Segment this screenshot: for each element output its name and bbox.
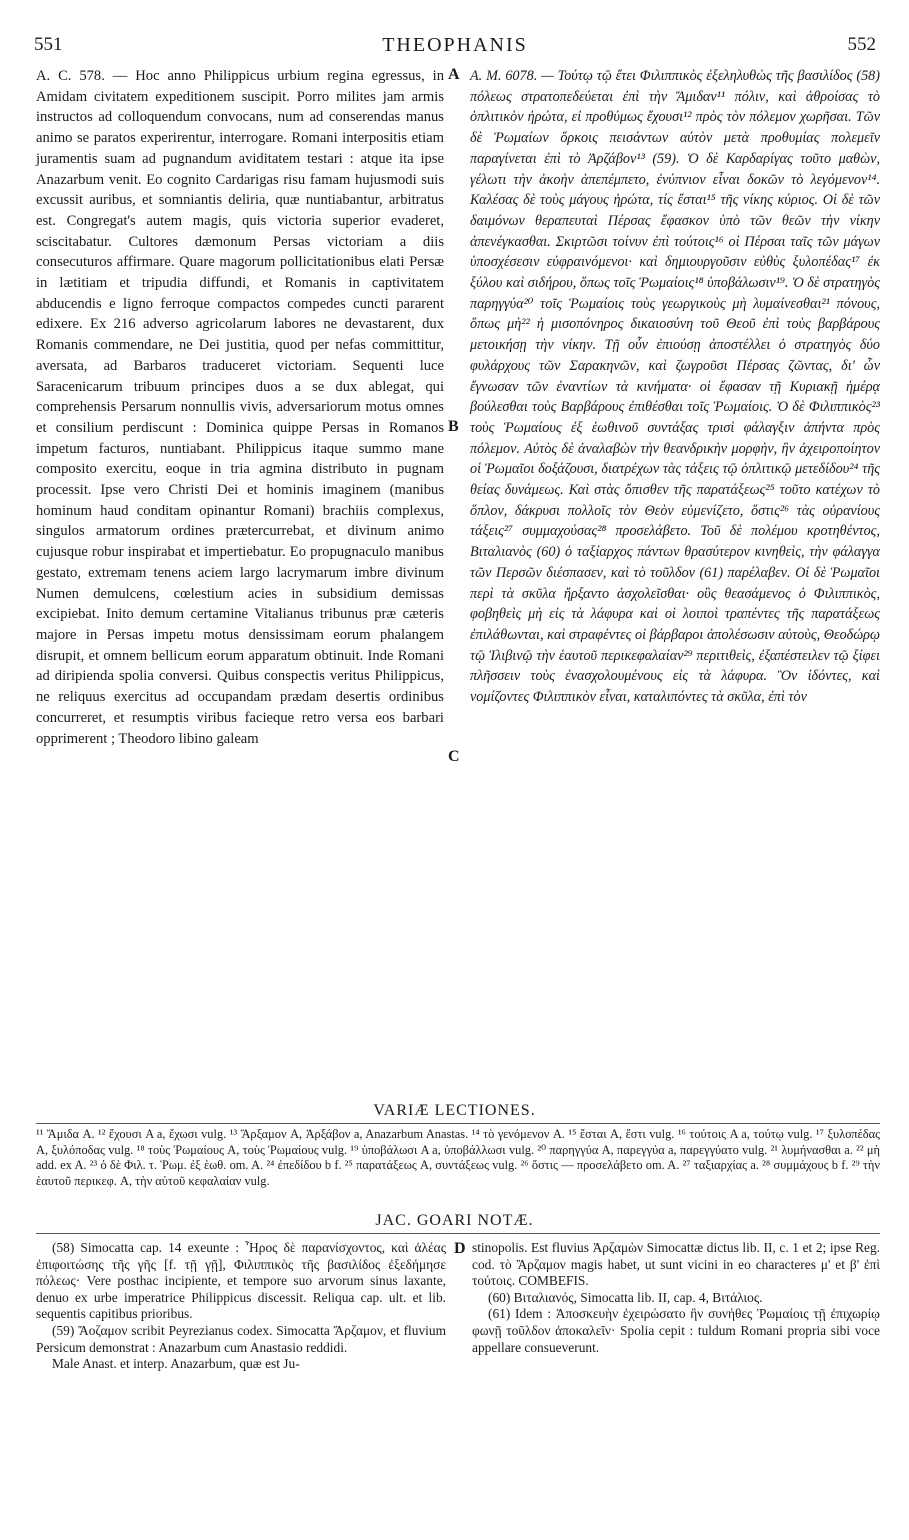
note-59-continued: Male Anast. et interp. Anazarbum, quæ est Ju- (52, 1356, 300, 1372)
latin-translation-column (36, 66, 444, 749)
latin-text: A. C. 578. — Hoc anno Philippicus urbium regina egressus, in Amidam civitatem expeditionem suscipit. Porro milites jam armis instructos ad colloquendum convocans, num ad conserendas manus animo se paratos experirentur, interrogare. Romani interpositis etiam juramentis suam ad pugnandum aviditatem testari : atque ita ipse Anazarbum venit. Eo cognito Cardarigas risu famam hujusmodi suis excussit auribus, et somniantis deliria, quæ nuntiabantur, arbitratus est. Congregat's autem magis, quis victoria superior evaderet, sciscitabatur. Cultores dæmonum Persas victoriam a diis consecuturos affirmare. Quare magorum pollicitationibus elati Persæ in lætitiam et tripudia diffundi, et Romanis in captivitatem abducendis e ligno ferroque compactos compedes cuncti pararent edixere. Ex 216 adverso agricolarum labores ne devastarent, dux Romanis commendare, ne Dei justitia, quod per nefas committitur, aversata, ad Barbaros traduceret victoriam. Sequenti luce Saracenicarum tribuum principes duos a se dux ablegat, qui comprehensis Persarum nonnullis vivis, adversariorum motus omnes et consilium perdiscunt : Dominica quippe Persas in Romanos impetum facturos, nuntiabant. Philippicus itaque summo mane composito exercitu, eoque in tria agmina distributo in pugnam processit. Ipse vero Christi Dei et hominis imaginem (manibus hominum haud conditam opinantur Romani) brachiis complexus, singulos armatorum ordines prætercurrebat, et divinum animo cujusque robur inspirabat et impertiebatur. Eo propugnaculo manibus gestato, extremam tenens aciem largo lacrymarum imbre divinum Numen demulcens, cœlestium acies in subsidium demissas excipiebat. Inito demum certamine Vitalianus tribunus præ cæteris majore in Persas impetu motus densissimam eorum phalangem disrupit, et omnem bellicum eorum apparatum obtinuit. Inde Romani ad diripienda spolia conversi. Quibus conspectis veritus Philippicus, ne reliquus exercitus ad occupandam prædam desertis ordinibus concurreret, et resumptis viribus facieque retro versa eos barbari opprimerent ; Theodoro libino galeam (36, 68, 444, 747)
left-page-number: 551 (34, 34, 63, 55)
note-58: (58) Simocatta cap. 14 exeunte : Ἦρος δὲ παρανίσχοντος, καὶ ἀλέας ἐπιφοιτώσης τῆς γῆς [f. τῇ γῇ], Φιλιππικὸς τῆς βασιλίδος ἐξεδήμησε πόλεως· Vere posthac incipiente, et tempore suo arvorum sinus laxante, denuo ex urbe imperatrice Philippicus discessit. Reliqua cap. ult. et lib. sequentis capitibus prioribus. (36, 1240, 446, 1322)
note-59: (59) Ἄοζαμον scribit Peyrezianus codex. Simocatta Ἄρζαμον, et fluvium Persicum demonstrat : Anazarbum cum Anastasio reddidi. (36, 1322, 446, 1355)
divider-rule (36, 1233, 880, 1234)
divider-rule (36, 1123, 880, 1124)
note-60: (60) Βιταλιανός, Simocatta lib. II, cap. 4, Βιτάλιος. (488, 1289, 763, 1305)
margin-marker-a: A (448, 66, 460, 83)
margin-marker-d: D (454, 1240, 466, 1257)
goar-notes-heading: JAC. GOARI NOTÆ. (375, 1212, 534, 1229)
page-header (34, 34, 876, 60)
margin-marker-b: B (448, 418, 459, 435)
right-page-number: 552 (847, 34, 876, 55)
variae-lectiones-block (36, 1127, 880, 1189)
note-61: (61) Idem : Ἀποσκευὴν ἐχειρώσατο ἣν συνήθες Ῥωμαίοις τῇ ἐπιχωρίῳ φωνῇ τοῦλδον ἀποκαλεῖν· Spolia cepit : tuldum Romani propria sibi voce appellare consueverunt. (472, 1306, 880, 1355)
variae-lectiones-heading: VARIÆ LECTIONES. (373, 1102, 536, 1119)
margin-marker-c: C (448, 748, 460, 765)
note-59-continuation: stinopolis. Est fluvius Ἀρζαμὼν Simocattæ dictus lib. II, c. 1 et 2; ipse Reg. cod. τὸ Ἄρζαμον magis habet, ut sunt vicini in eo characteres μ' et β' ἐπὶ τούτοις. COMBEFIS. (472, 1240, 880, 1289)
variant-readings: ¹¹ Ἄμιδα A. ¹² ἔχουσι A a, ἔχωσι vulg. ¹³ Ἄρξαμον A, Ἀρξάβον a, Anazarbum Anastas. ¹⁴ τὸ γενόμενον A. ¹⁵ ἔσται A, ἔστι vulg. ¹⁶ τούτοις A a, τούτῳ vulg. ¹⁷ ξυλοπέδας A, ξυλόποδας vulg. ¹⁸ τοὺς Ῥωμαίους A, τοὺς Ῥωμαίους vulg. ¹⁹ ὑποβάλωσι A a, ὑποβάλλωσι vulg. ²⁰ παρηγγύα A, παρεγγύα a, παρεγγύατο vulg. ²¹ λυμήνασθαι a. ²² μὴ add. ex A. ²³ ὁ δὲ Φιλ. τ. Ῥωμ. ἐξ ἑωθ. om. A. ²⁴ ἐπεδίδου b f. ²⁵ παρατάξεως A, συντάξεως vulg. ²⁶ ὅστις — προσελάβετο om. A. ²⁷ ταξιαρχίας a. ²⁸ συμμάχους b f. ²⁹ τὴν ἑαυτοῦ περικεφ. A, τὴν αὐτοῦ κεφαλαίαν vulg. (36, 1127, 880, 1188)
greek-text: A. M. 6078. — Τούτῳ τῷ ἔτει Φιλιππικὸς ἐξεληλυθὼς τῆς βασιλίδος (58) πόλεως στρατοπεδεύεται ἐπὶ τὴν Ἄμιδαν¹¹ πόλιν, καὶ ἀθροίσας τὸ ὁπλιτικὸν ἠρώτα, εἰ προθύμως ἔχουσι¹² πρὸς τὸν πόλεμον χωρῆσαι. Τῶν δὲ Ῥωμαίων ὅρκοις πεισάντων αὐτὸν μετὰ προθυμίας πολεμεῖν παραγίνεται ἐπὶ τὸ Ἀρζάβον¹³ (59). Ὁ δὲ Καρδαρίγας τοῦτο μαθὼν, γέλωτι τὴν ἀκοὴν ἀπεπέμπετο, ἐνύπνιον εἶναι δοκῶν τὸ λεγόμενον¹⁴. Καλέσας δὲ τοὺς μάγους ἠρώτα, τίς ἔσται¹⁵ τῆς νίκης κύριος. Οἱ δὲ τῶν δαιμόνων θεραπευταὶ Πέρσας ἔφασκον ὑπὸ τῶν θεῶν τὴν νίκην ἀπενέγκασθαι. Σκιρτῶσι τοίνυν ἐπὶ τούτοις¹⁶ οἱ Πέρσαι ταῖς τῶν μάγων ὑποσχέσεσιν εὐφραινόμενοι· καὶ δημιουργοῦσιν εὐθὺς ξυλοπέδας¹⁷ ἐκ ξύλου καὶ σιδήρου, ὅπως τοῖς Ῥωμαίοις¹⁸ ὑποβάλωσιν¹⁹. Ὁ δὲ στρατηγὸς παρηγγύα²⁰ τοῖς Ῥωμαίοις τοὺς γεωργικοὺς μὴ λυμαίνεσθαι²¹ πόνους, ὅπως μὴ²² ἡ μισοπόνηρος δικαιοσύνη τοῦ Θεοῦ ἐπὶ τοὺς βαρβάρους μετοικήσῃ τὴν νίκην. Τῇ οὖν ἐπιούσῃ ἀποστέλλει ὁ στρατηγὸς δύο φυλάρχους τῶν Σαρακηνῶν, καὶ ζωγροῦσι Πέρσας ζῶντας, δι' ὧν ἔγνωσαν τῶν ἐναντίων τὰ κινήματα· οἱ ἔφασαν τῇ Κυριακῇ ἡμέρᾳ βούλεσθαι τοὺς Βαρβάρους ἐπιθέσθαι τοῖς Ῥωμαίοις. Ὁ δὲ Φιλιππικὸς²³ τοὺς Ῥωμαίους ἐξ ἑωθινοῦ συντάξας τρισὶ φάλαγξιν ἀπήντα πρὸς πόλεμον. Αὐτὸς δὲ ἀναλαβὼν τὴν θεανδρικὴν μορφὴν, ἣν ἀχειροποίητον οἱ Ῥωμαῖοι δοξάζουσι, διατρέχων τὰς τάξεις τῷ ὁπλιτικῷ μετεδίδου²⁴ τῆς θείας δυνάμεως. Καὶ στὰς ὄπισθεν τῆς παρατάξεως²⁵ τοῦτο κατέχων τὸ ὅπλον, δάκρυσι πολλοῖς τὸν Θεὸν εὐμενίζετο, ὅστις²⁶ τὰς οὐρανίους τάξεις²⁷ συμμαχούσας²⁸ προσελάβετο. Τοῦ δὲ πολέμου κροτηθέντος, Βιταλιανὸς (60) ὁ ταξίαρχος πάντων θρασύτερον κινηθεὶς, τὴν φάλαγγα τῶν Περσῶν διέσπασεν, καὶ τὸ τοῦλδον (61) παρέλαβεν. Οἱ δὲ Ῥωμαῖοι περὶ τὰ σκῦλα ἤρξαντο ἀσχολεῖσθαι· οὓς θεασάμενος ὁ Φιλιππικὸς, φοβηθεὶς μὴ εἰς τὰ λάφυρα καὶ οἱ λοιποὶ τραπέντες τῆς παρατάξεως ἐπιλάθωνται, καὶ στραφέντες οἱ βάρβαροι ἀπολέσωσιν αὐτοὺς, Θεοδώρῳ τῷ Ἰλιβινῷ τὴν ἑαυτοῦ περικεφαλαίαν²⁹ περιτιθεὶς, ἐξαπέστειλεν τῷ ξίφει πλῆσσειν τοὺς ἐνασχολουμένους εἰς τὰ λάφυρα. Ὃν ἰδόντες, καὶ νομίζοντες Φιλιππικὸν εἶναι, καταλιπόντες τὰ σκῦλα, ἐπὶ τὸν (470, 68, 880, 706)
notes-right-column (472, 1240, 880, 1356)
running-title: THEOPHANIS (382, 34, 528, 56)
greek-text-column (470, 66, 880, 708)
notes-left-column (36, 1240, 446, 1373)
